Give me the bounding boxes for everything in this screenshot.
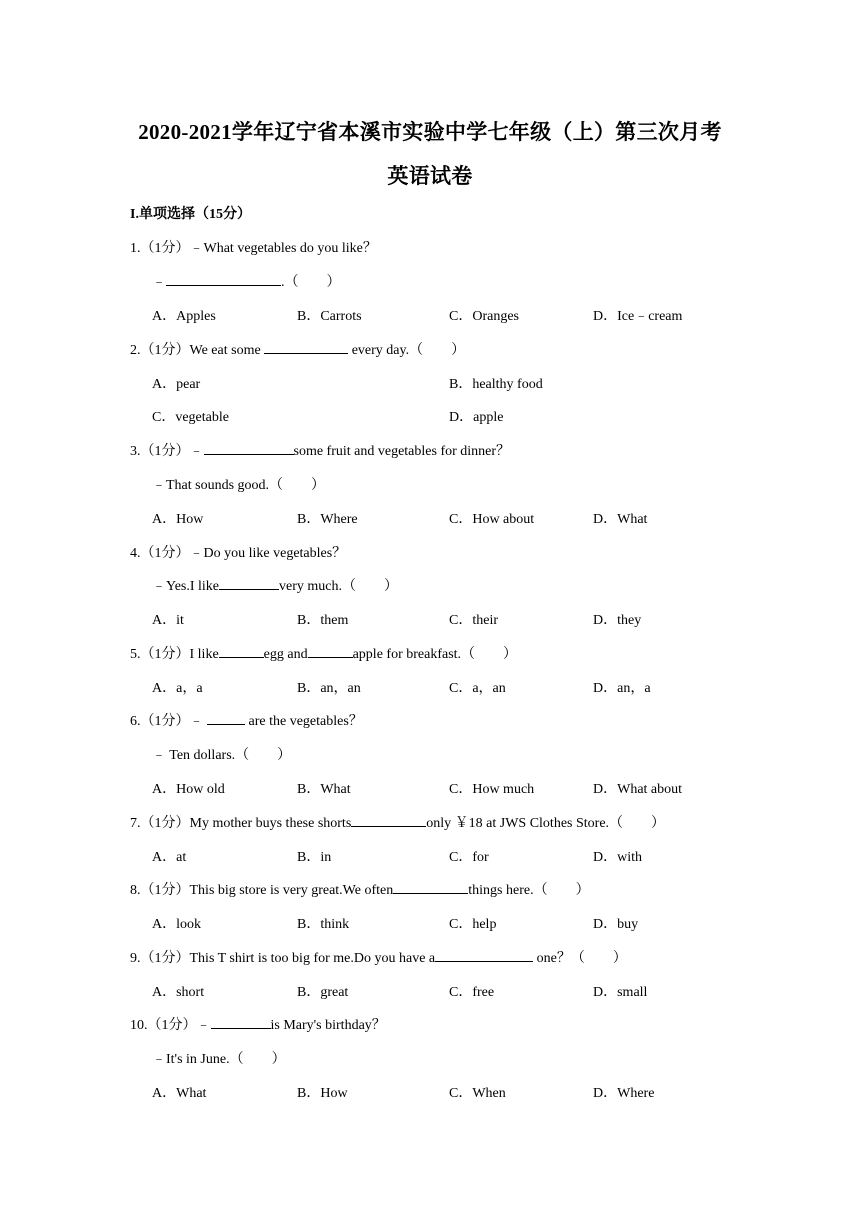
option-d[interactable]: D．small: [593, 985, 648, 1000]
option-a[interactable]: A．How old: [152, 782, 225, 797]
question-5: 5.（1分）I like egg and apple for breakfast.（ ）: [130, 647, 518, 662]
option-a[interactable]: A．it: [152, 613, 184, 628]
answer-blank[interactable]: [204, 442, 294, 455]
option-d[interactable]: D．Where: [593, 1086, 655, 1101]
section-heading: I.单项选择（15分）: [130, 207, 251, 222]
question-4-answer-line: ﹣Yes.I like very much.（ ）: [152, 579, 399, 594]
page-title-line1: 2020-2021学年辽宁省本溪市实验中学七年级（上）第三次月考: [138, 120, 722, 144]
option-c[interactable]: C．a，an: [449, 681, 506, 696]
page-title-line2: 英语试卷: [387, 164, 473, 188]
option-b[interactable]: B．Where: [297, 512, 358, 527]
option-c[interactable]: C．help: [449, 917, 497, 932]
option-b[interactable]: B．them: [297, 613, 349, 628]
option-a[interactable]: A．What: [152, 1086, 207, 1101]
question-7: 7.（1分）My mother buys these shorts only ￥18 at JWS Clothes Store.（ ）: [130, 816, 666, 831]
answer-blank[interactable]: [207, 712, 245, 725]
option-d[interactable]: D．an，a: [593, 681, 651, 696]
option-c[interactable]: C．Oranges: [449, 309, 519, 324]
question-3: 3.（1分）﹣ some fruit and vegetables for dinner？: [130, 444, 511, 459]
option-c[interactable]: C．free: [449, 985, 495, 1000]
question-3-reply: ﹣That sounds good.（ ）: [152, 478, 326, 493]
option-d[interactable]: D．buy: [593, 917, 639, 932]
option-b[interactable]: B．What: [297, 782, 351, 797]
option-b[interactable]: B．Carrots: [297, 309, 362, 324]
option-a[interactable]: A．How: [152, 512, 204, 527]
option-d[interactable]: D．What: [593, 512, 648, 527]
answer-blank[interactable]: [351, 814, 426, 827]
question-6-reply: ﹣ Ten dollars.（ ）: [152, 748, 292, 763]
option-d[interactable]: D．What about: [593, 782, 683, 797]
option-b[interactable]: B．great: [297, 985, 349, 1000]
option-d[interactable]: D．Ice﹣cream: [593, 309, 683, 324]
option-b[interactable]: B．in: [297, 850, 332, 865]
answer-blank[interactable]: [219, 645, 264, 658]
option-d[interactable]: D．with: [593, 850, 642, 865]
option-a[interactable]: A．a，a: [152, 681, 203, 696]
option-a[interactable]: A．Apples: [152, 309, 216, 324]
answer-blank[interactable]: [211, 1016, 271, 1029]
option-b[interactable]: B．think: [297, 917, 350, 932]
question-4: 4.（1分）﹣Do you like vegetables？: [130, 546, 347, 561]
option-a[interactable]: A．short: [152, 985, 205, 1000]
question-1: [130, 237, 377, 257]
option-c[interactable]: C．When: [449, 1086, 506, 1101]
answer-blank[interactable]: [166, 273, 281, 286]
option-c[interactable]: C．for: [449, 850, 489, 865]
option-a[interactable]: A．at: [152, 850, 187, 865]
option-b[interactable]: B．an，an: [297, 681, 361, 696]
option-a[interactable]: A．look: [152, 917, 201, 932]
option-c[interactable]: C．How much: [449, 782, 535, 797]
answer-blank[interactable]: [264, 341, 348, 354]
option-c[interactable]: C．How about: [449, 512, 535, 527]
answer-blank[interactable]: [393, 881, 468, 894]
answer-blank[interactable]: [435, 949, 533, 962]
question-6: 6.（1分）﹣ are the vegetables？: [130, 714, 363, 729]
question-9: 9.（1分）This T shirt is too big for me.Do you have a one？（ ）: [130, 951, 627, 966]
option-c[interactable]: C．vegetable: [152, 410, 229, 425]
answer-blank[interactable]: [219, 577, 279, 590]
option-d[interactable]: D．apple: [449, 410, 504, 425]
option-a[interactable]: A．pear: [152, 377, 201, 392]
option-b[interactable]: B．healthy food: [449, 377, 543, 392]
question-2: 2.（1分）We eat some every day.（ ）: [130, 343, 466, 358]
question-10: 10.（1分）﹣ is Mary's birthday？: [130, 1018, 386, 1033]
option-c[interactable]: C．their: [449, 613, 498, 628]
question-1-answer-line: ﹣ .（ ）: [152, 275, 341, 290]
question-10-reply: ﹣It's in June.（ ）: [152, 1052, 286, 1067]
question-8: 8.（1分）This big store is very great.We often things here.（ ）: [130, 883, 590, 898]
option-d[interactable]: D．they: [593, 613, 642, 628]
question-1-text: 1.（1分）﹣What vegetables do you like？: [130, 241, 377, 256]
answer-blank[interactable]: [308, 645, 353, 658]
option-b[interactable]: B．How: [297, 1086, 348, 1101]
